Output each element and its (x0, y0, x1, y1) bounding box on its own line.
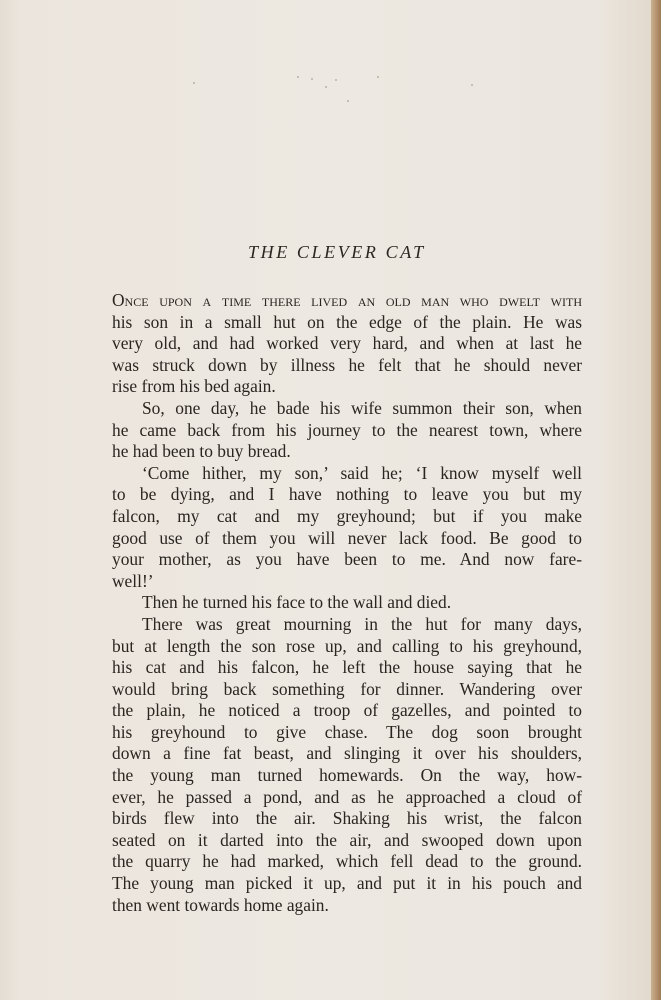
text-line: ‘Come hither, my son,’ said he; ‘I know myself well (142, 462, 582, 483)
speck (347, 100, 349, 102)
speck (471, 84, 473, 86)
chapter-title: THE CLEVER CAT (248, 242, 426, 262)
text-line: good use of them you will never lack food. Be good to (112, 527, 582, 548)
text-line: Once upon a time there lived an old man who dwelt with (112, 290, 582, 310)
paper-specks (185, 70, 485, 110)
speck (311, 78, 313, 80)
speck (193, 82, 195, 84)
speck (325, 86, 327, 88)
speck (297, 76, 299, 78)
text-line: ever, he passed a pond, and as he approached a cloud of (112, 786, 582, 807)
text-line: There was great mourning in the hut for many days, (142, 613, 582, 634)
text-line: birds flew into the air. Shaking his wrist, the falcon (112, 808, 582, 829)
text-line: was struck down by illness he felt that he should never (112, 354, 582, 375)
text-line: would bring back something for dinner. Wandering over (112, 678, 582, 699)
text-line: the quarry he had marked, which fell dead to the ground. (112, 851, 582, 872)
text-line: the young man turned homewards. On the way, how- (112, 765, 582, 786)
text-line: to be dying, and I have nothing to leave you but my (112, 484, 582, 505)
text-line: his cat and his falcon, he left the house saying that he (112, 657, 582, 678)
text-line: seated on it darted into the air, and swooped down upon (112, 829, 582, 850)
speck (335, 79, 337, 81)
page-edge (651, 0, 661, 1000)
text-line: The young man picked it up, and put it in his pouch and (112, 873, 582, 894)
text-line: falcon, my cat and my greyhound; but if you make (112, 505, 582, 526)
story-text (112, 290, 582, 916)
text-line: he had been to buy bread. (112, 441, 291, 462)
text-line: but at length the son rose up, and calling to his greyhound, (112, 635, 582, 656)
text-line: rise from his bed again. (112, 376, 276, 397)
text-line: he came back from his journey to the nearest town, where (112, 419, 582, 440)
text-line: So, one day, he bade his wife summon their son, when (142, 397, 582, 418)
text-line: very old, and had worked very hard, and when at last he (112, 333, 582, 354)
text-line: his greyhound to give chase. The dog soon brought (112, 721, 582, 742)
text-line: his son in a small hut on the edge of the plain. He was (112, 311, 582, 332)
text-line: well!’ (112, 570, 154, 591)
speck (377, 76, 379, 78)
text-line: down a fine fat beast, and slinging it over his shoulders, (112, 743, 582, 764)
text-line: then went towards home again. (112, 894, 329, 915)
text-line: your mother, as you have been to me. And now fare- (112, 549, 582, 570)
text-line: the plain, he noticed a troop of gazelles, and pointed to (112, 700, 582, 721)
text-line: Then he turned his face to the wall and died. (142, 592, 452, 613)
